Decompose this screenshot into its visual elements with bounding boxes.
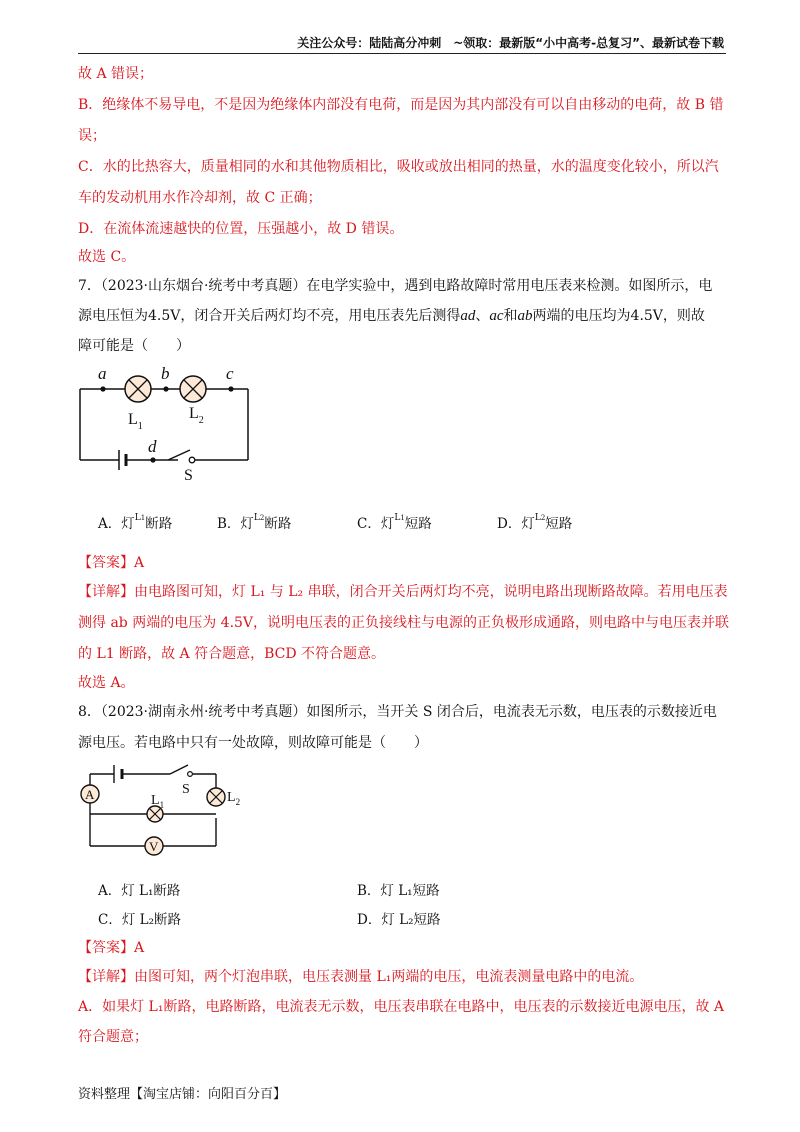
q7-circuit-diagram — [70, 362, 270, 487]
q7-select: 故选 A。 — [78, 675, 135, 691]
header-rule — [78, 53, 726, 54]
q8-detail2: A．如果灯 L₁断路，电路断路，电流表无示数，电压表串联在电路中，电压表的示数接近电源电压，故 A — [78, 999, 725, 1015]
q7-line2: 源电压恒为4.5V，闭合开关后两灯均不亮，用电压表先后测得ad、ac和ab两端的电压均为4.5V，则故 — [78, 308, 705, 324]
prev-line-b1: B．绝缘体不易导电，不是因为绝缘体内部没有电荷，而是因为其内部没有可以自由移动的电荷，故 B 错 — [78, 97, 724, 113]
q8-label-s: S — [182, 782, 190, 797]
q8-lamp-l2 — [207, 788, 225, 806]
svg-text:A: A — [85, 787, 95, 802]
q8-detail3: 符合题意； — [78, 1029, 148, 1045]
q7-line3: 障可能是（ ） — [78, 338, 190, 354]
q7-label-l2: $L_2$ — [189, 405, 204, 426]
q7-answer: 【答案】A — [78, 555, 145, 571]
q7-label-d: d — [148, 437, 157, 456]
q8-option-c: C．灯 L₂断路 — [98, 912, 181, 928]
prev-line-c2: 车的发动机用水作冷却剂，故 C 正确； — [78, 190, 322, 206]
q7-line1: 7．（2023·山东烟台·统考中考真题）在电学实验中，遇到电路故障时常用电压表来检测。如图所示，电 — [78, 278, 713, 294]
q7-battery — [119, 450, 126, 470]
q7-node-c — [228, 386, 233, 391]
prev-select: 故选 C。 — [78, 249, 136, 265]
q8-switch — [170, 765, 192, 776]
q8-battery — [114, 765, 122, 783]
svg-text:V: V — [149, 839, 159, 854]
page-footer: 资料整理【淘宝店铺：向阳百分百】 — [78, 1087, 287, 1102]
q7-label-b: b — [161, 364, 170, 383]
q8-line2: 源电压。若电路中只有一处故障，则故障可能是（ ） — [78, 735, 428, 751]
prev-line-a: 故 A 错误； — [78, 66, 154, 82]
q7-label-a: a — [98, 364, 107, 383]
q8-ammeter — [81, 785, 99, 803]
q7-voltage: 4.5V — [148, 308, 181, 324]
q8-label-l1: $L_1$ — [151, 793, 165, 810]
q7-detail2: 测得 ab 两端的电压为 4.5V，说明电压表的正负接线柱与电源的正负极形成通路，则电路中与电压表并联 — [78, 615, 730, 631]
q7-lamp-l2 — [180, 376, 206, 402]
q8-detail1: 【详解】由图可知，两个灯泡串联，电压表测量 L₁两端的电压，电流表测量电路中的电流。 — [78, 969, 644, 985]
q8-option-b: B．灯 L₁短路 — [357, 883, 440, 899]
q8-voltmeter — [145, 837, 163, 855]
q7-option-d: D．灯$^{L2}$短路 — [497, 513, 573, 532]
q8-option-d: D．灯 L₂短路 — [357, 912, 441, 928]
q7-lamp-l1 — [125, 376, 151, 402]
q7-detail3: 的 L1 断路，故 A 符合题意，BCD 不符合题意。 — [78, 646, 386, 662]
q8-option-a: A．灯 L₁断路 — [98, 883, 181, 899]
q7-node-d — [150, 457, 155, 462]
q8-answer: 【答案】A — [78, 940, 145, 956]
q8-label-l2: $L_2$ — [227, 790, 241, 807]
q7-switch — [168, 450, 195, 463]
q7-detail1: 【详解】由电路图可知，灯 L₁ 与 L₂ 串联，闭合开关后两灯均不亮，说明电路出现断路故障。若用电压表 — [78, 584, 728, 600]
q7-label-l1: $L_1$ — [128, 411, 143, 432]
q7-option-b: B．灯$^{L2}$断路 — [217, 513, 292, 532]
prev-line-c1: C．水的比热容大，质量相同的水和其他物质相比，吸收或放出相同的热量，水的温度变化较小，所以汽 — [78, 159, 719, 175]
q7-label-c: c — [226, 364, 234, 383]
q7-node-a — [100, 386, 105, 391]
q7-label-s: S — [184, 467, 193, 484]
q8-line1: 8．（2023·湖南永州·统考中考真题）如图所示，当开关 S 闭合后，电流表无示数，电压表的示数接近电 — [78, 704, 717, 720]
q8-circuit-diagram — [72, 760, 252, 860]
page-header: 关注公众号：陆陆高分冲刺 ~领取：最新版“小中高考-总复习”、最新试卷下载 — [297, 36, 724, 50]
prev-line-b2: 误； — [78, 128, 106, 144]
q7-node-b — [163, 386, 168, 391]
q7-option-a: A．灯$^{L1}$断路 — [98, 513, 173, 532]
q7-option-c: C．灯$^{L1}$短路 — [357, 513, 432, 532]
prev-line-d: D．在流体流速越快的位置，压强越小，故 D 错误。 — [78, 221, 404, 237]
